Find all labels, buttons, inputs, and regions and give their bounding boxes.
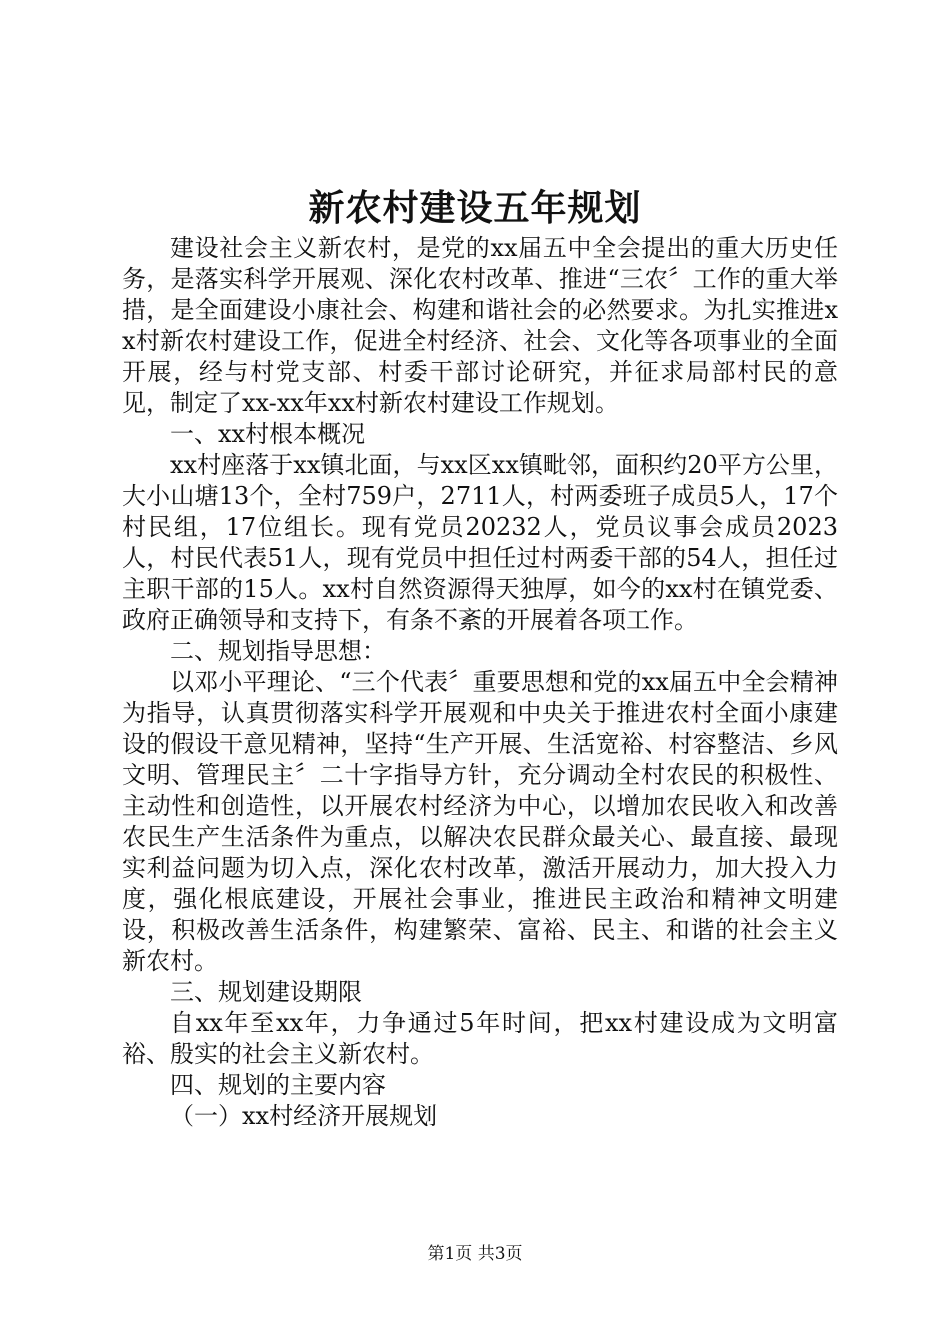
document-title: 新农村建设五年规划	[308, 187, 642, 229]
intro-paragraph: 建设社会主义新农村，是党的xx届五中全会提出的重大历史任务，是落实科学开展观、深化农村改革、推进“三农〞工作的重大举措，是全面建设小康社会、构建和谐社会的必然要求。为扎实推进xx村新农村建设工作，促进全村经济、社会、文化等各项事业的全面开展，经与村党支部、村委干部讨论研究，并征求局部村民的意见，制定了xx-xx年xx村新农村建设工作规划。	[122, 234, 838, 417]
period-paragraph: 自xx年至xx年，力争通过5年时间，把xx村建设成为文明富裕、殷实的社会主义新农村。	[122, 1009, 838, 1068]
section-heading-1: 一、xx村根本概况	[170, 420, 366, 448]
page-number: 第1页 共3页	[427, 1244, 523, 1264]
document-body	[122, 233, 838, 1132]
guiding-thought-paragraph: 以邓小平理论、“三个代表〞重要思想和党的xx届五中全会精神为指导，认真贯彻落实科学开展观和中央关于推进农村全面小康建设的假设干意见精神，坚持“生产开展、生活宽裕、村容整洁、乡风文明、管理民主〞二十字指导方针，充分调动全村农民的积极性、主动性和创造性，以开展农村经济为中心，以增加农民收入和改善农民生产生活条件为重点，以解决农民群众最关心、最直接、最现实利益问题为切入点，深化农村改革，激活开展动力，加大投入力度，强化根底建设，开展社会事业，推进民主政治和精神文明建设，积极改善生活条件，构建繁荣、富裕、民主、和谐的社会主义新农村。	[122, 668, 838, 975]
overview-paragraph: xx村座落于xx镇北面，与xx区xx镇毗邻，面积约20平方公里，大小山塘13个，全村759户，2711人，村两委班子成员5人，17个村民组，17位组长。现有党员20232人，党员议事会成员2023人，村民代表51人，现有党员中担任过村两委干部的54人，担任过主职干部的15人。xx村自然资源得天独厚，如今的xx村在镇党委、政府正确领导和支持下，有条不紊的开展着各项工作。	[122, 451, 838, 634]
section-heading-2: 二、规划指导思想：	[170, 637, 386, 665]
section-heading-3: 三、规划建设期限	[170, 978, 362, 1006]
subsection-heading-1: （一）xx村经济开展规划	[170, 1102, 438, 1130]
section-heading-4: 四、规划的主要内容	[170, 1071, 386, 1099]
